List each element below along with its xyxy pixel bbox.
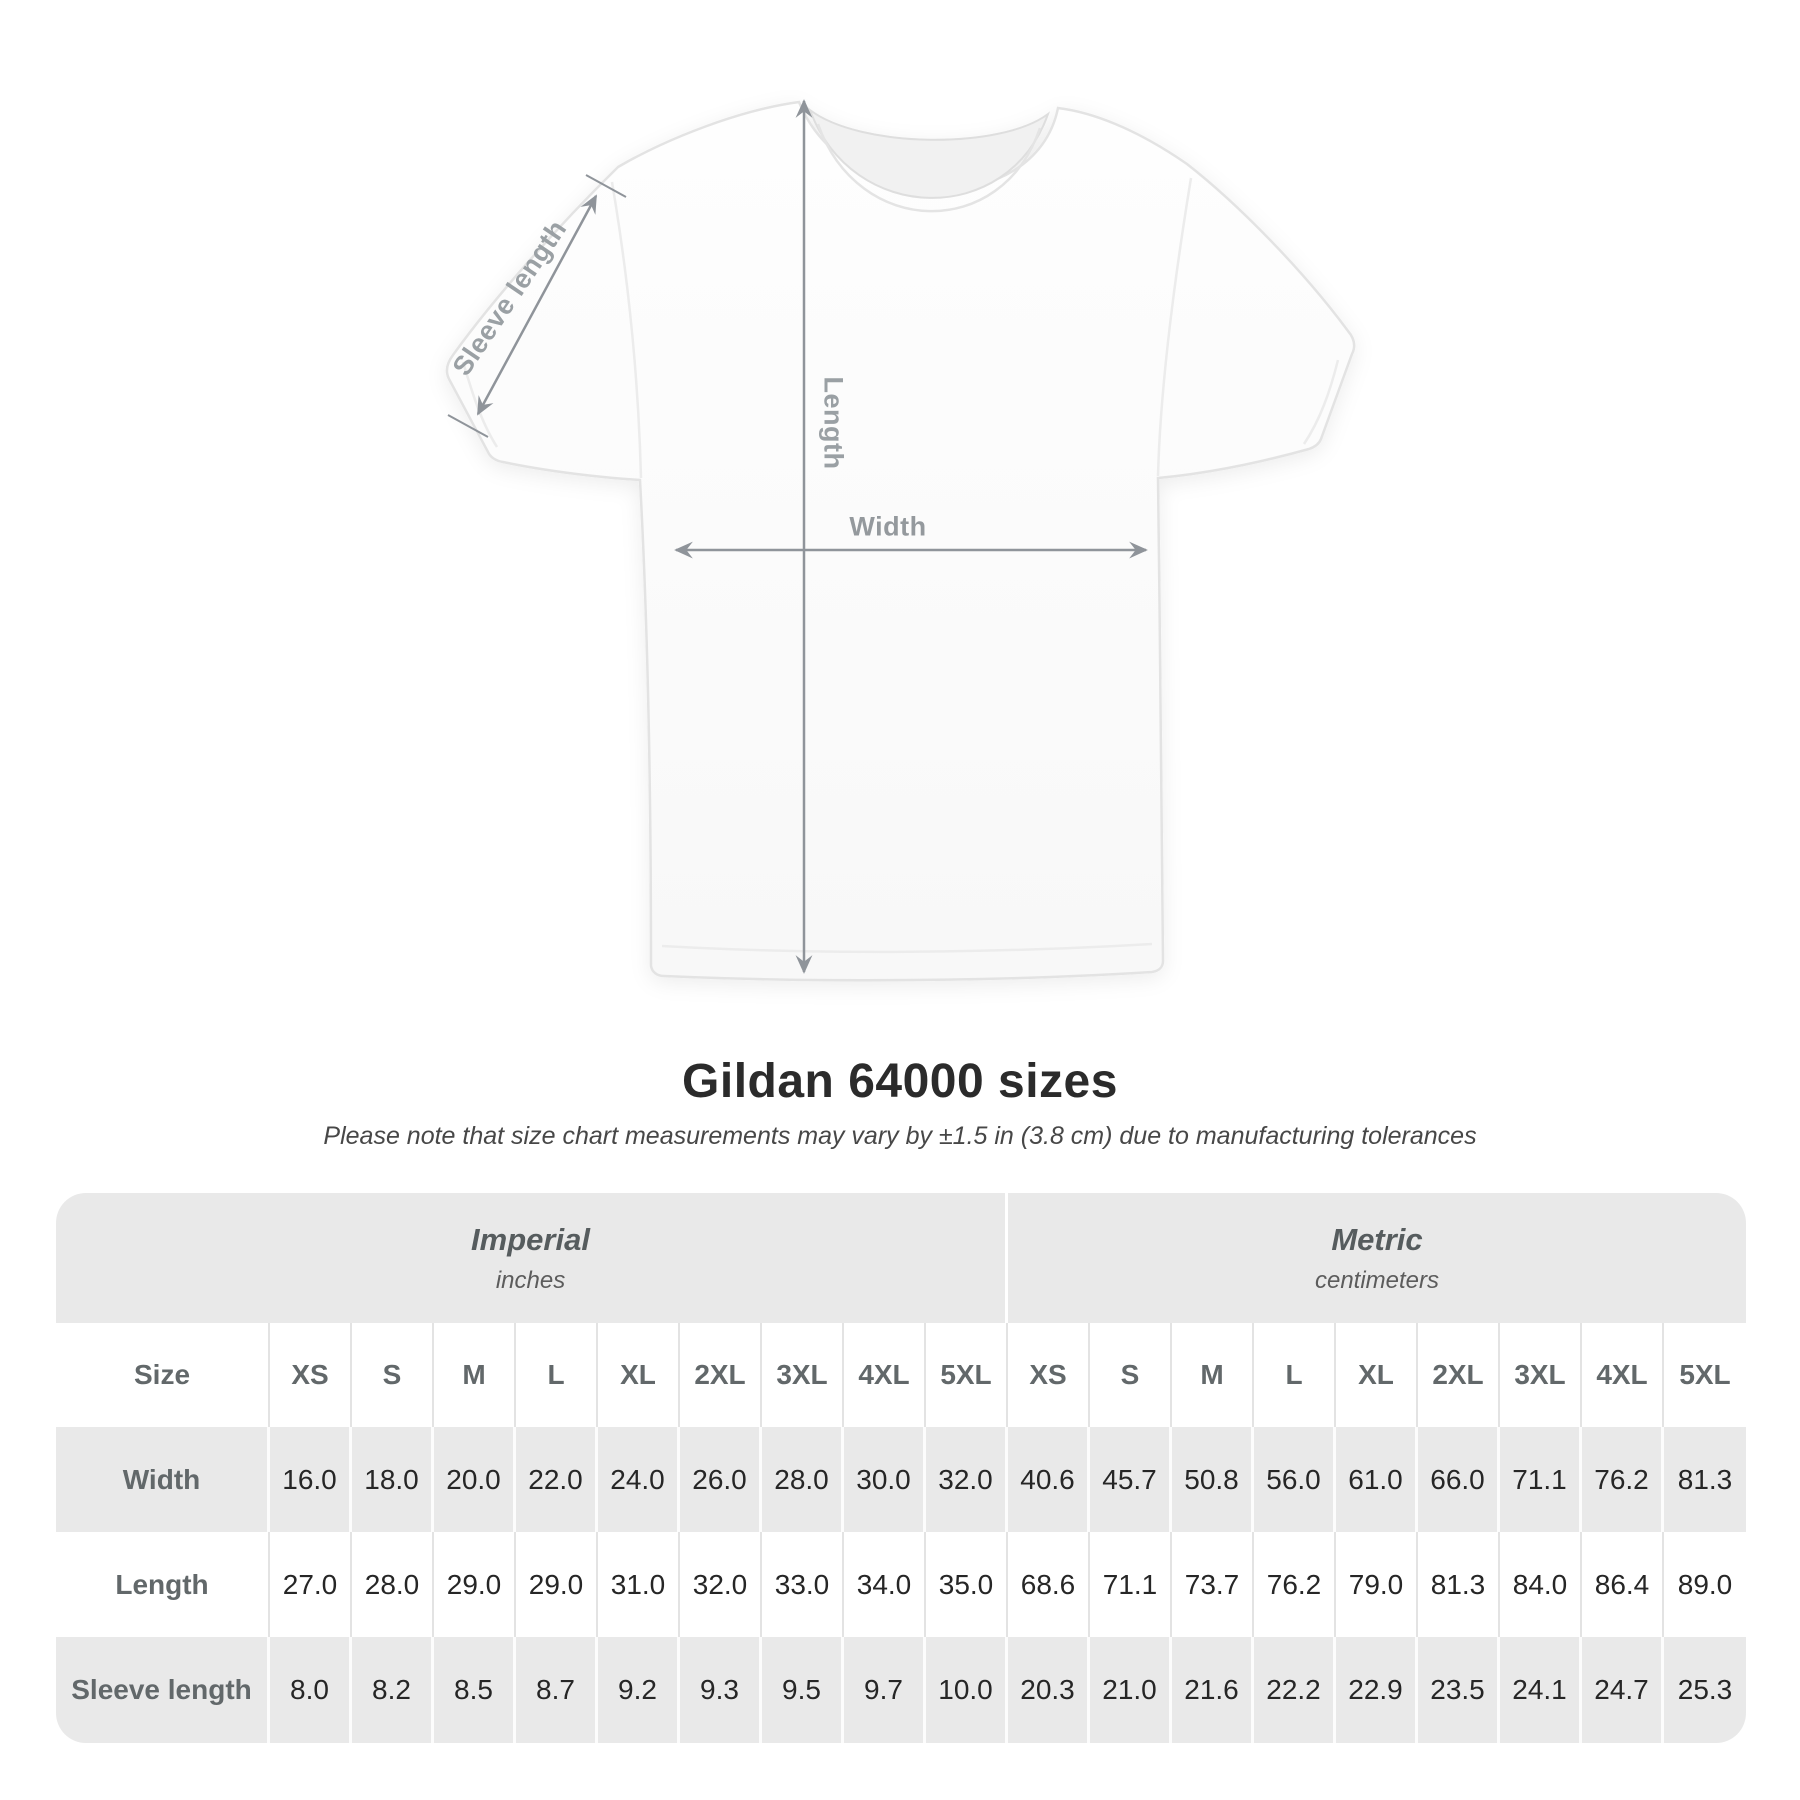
- value-length-metric-xs: 68.6: [1008, 1532, 1090, 1637]
- col-header-imperial-xl: XL: [598, 1323, 680, 1427]
- col-header-imperial-5xl: 5XL: [926, 1323, 1008, 1427]
- col-header-metric-m: M: [1172, 1323, 1254, 1427]
- col-header-metric-5xl: 5XL: [1664, 1323, 1746, 1427]
- value-width-imperial-xs: 16.0: [270, 1427, 352, 1532]
- value-width-imperial-m: 20.0: [434, 1427, 516, 1532]
- metric-section-header: [1008, 1193, 1746, 1323]
- value-width-imperial-4xl: 30.0: [844, 1427, 926, 1532]
- value-width-metric-5xl: 81.3: [1664, 1427, 1746, 1532]
- value-width-metric-s: 45.7: [1090, 1427, 1172, 1532]
- value-sleeve-length-imperial-xl: 9.2: [598, 1637, 680, 1743]
- value-length-imperial-2xl: 32.0: [680, 1532, 762, 1637]
- value-width-metric-2xl: 66.0: [1418, 1427, 1500, 1532]
- col-header-imperial-xs: XS: [270, 1323, 352, 1427]
- value-width-metric-m: 50.8: [1172, 1427, 1254, 1532]
- col-header-imperial-s: S: [352, 1323, 434, 1427]
- value-length-metric-2xl: 81.3: [1418, 1532, 1500, 1637]
- value-sleeve-length-metric-5xl: 25.3: [1664, 1637, 1746, 1743]
- value-length-metric-xl: 79.0: [1336, 1532, 1418, 1637]
- value-width-metric-xs: 40.6: [1008, 1427, 1090, 1532]
- length-label: Length: [818, 376, 849, 470]
- value-length-imperial-xs: 27.0: [270, 1532, 352, 1637]
- value-sleeve-length-metric-s: 21.0: [1090, 1637, 1172, 1743]
- metric-label: Metric: [1331, 1221, 1423, 1257]
- col-header-imperial-2xl: 2XL: [680, 1323, 762, 1427]
- col-header-imperial-3xl: 3XL: [762, 1323, 844, 1427]
- row-label-sleeve-length: Sleeve length: [56, 1637, 270, 1743]
- imperial-unit-label: inches: [495, 1266, 566, 1294]
- value-length-metric-4xl: 86.4: [1582, 1532, 1664, 1637]
- value-width-metric-4xl: 76.2: [1582, 1427, 1664, 1532]
- col-header-metric-2xl: 2XL: [1418, 1323, 1500, 1427]
- value-sleeve-length-imperial-l: 8.7: [516, 1637, 598, 1743]
- value-width-metric-xl: 61.0: [1336, 1427, 1418, 1532]
- value-width-imperial-l: 22.0: [516, 1427, 598, 1532]
- col-header-metric-xl: XL: [1336, 1323, 1418, 1427]
- value-sleeve-length-imperial-2xl: 9.3: [680, 1637, 762, 1743]
- metric-unit-label: centimeters: [1314, 1266, 1440, 1294]
- value-sleeve-length-imperial-3xl: 9.5: [762, 1637, 844, 1743]
- col-header-metric-3xl: 3XL: [1500, 1323, 1582, 1427]
- row-label-length: Length: [56, 1532, 270, 1637]
- value-length-imperial-4xl: 34.0: [844, 1532, 926, 1637]
- value-length-metric-s: 71.1: [1090, 1532, 1172, 1637]
- value-sleeve-length-metric-3xl: 24.1: [1500, 1637, 1582, 1743]
- value-width-imperial-3xl: 28.0: [762, 1427, 844, 1532]
- value-width-imperial-s: 18.0: [352, 1427, 434, 1532]
- value-width-metric-l: 56.0: [1254, 1427, 1336, 1532]
- sleeve-length-label: Sleeve length: [446, 214, 573, 381]
- col-header-metric-xs: XS: [1008, 1323, 1090, 1427]
- value-length-metric-3xl: 84.0: [1500, 1532, 1582, 1637]
- value-length-metric-m: 73.7: [1172, 1532, 1254, 1637]
- page-title: Gildan 64000 sizes: [682, 1055, 1118, 1108]
- imperial-label: Imperial: [471, 1221, 590, 1257]
- value-sleeve-length-imperial-m: 8.5: [434, 1637, 516, 1743]
- value-sleeve-length-metric-xl: 22.9: [1336, 1637, 1418, 1743]
- value-sleeve-length-metric-2xl: 23.5: [1418, 1637, 1500, 1743]
- imperial-section-header: [56, 1193, 1008, 1323]
- value-sleeve-length-metric-m: 21.6: [1172, 1637, 1254, 1743]
- value-sleeve-length-imperial-xs: 8.0: [270, 1637, 352, 1743]
- value-length-metric-l: 76.2: [1254, 1532, 1336, 1637]
- value-width-metric-3xl: 71.1: [1500, 1427, 1582, 1532]
- value-width-imperial-xl: 24.0: [598, 1427, 680, 1532]
- value-sleeve-length-metric-4xl: 24.7: [1582, 1637, 1664, 1743]
- value-length-imperial-m: 29.0: [434, 1532, 516, 1637]
- col-header-metric-l: L: [1254, 1323, 1336, 1427]
- value-width-imperial-5xl: 32.0: [926, 1427, 1008, 1532]
- value-sleeve-length-imperial-5xl: 10.0: [926, 1637, 1008, 1743]
- value-sleeve-length-metric-xs: 20.3: [1008, 1637, 1090, 1743]
- value-sleeve-length-metric-l: 22.2: [1254, 1637, 1336, 1743]
- value-length-imperial-5xl: 35.0: [926, 1532, 1008, 1637]
- value-length-imperial-l: 29.0: [516, 1532, 598, 1637]
- value-length-metric-5xl: 89.0: [1664, 1532, 1746, 1637]
- value-width-imperial-2xl: 26.0: [680, 1427, 762, 1532]
- col-header-metric-4xl: 4XL: [1582, 1323, 1664, 1427]
- col-header-imperial-4xl: 4XL: [844, 1323, 926, 1427]
- value-length-imperial-s: 28.0: [352, 1532, 434, 1637]
- col-header-size: Size: [56, 1323, 270, 1427]
- col-header-metric-s: S: [1090, 1323, 1172, 1427]
- col-header-imperial-l: L: [516, 1323, 598, 1427]
- value-length-imperial-3xl: 33.0: [762, 1532, 844, 1637]
- value-length-imperial-xl: 31.0: [598, 1532, 680, 1637]
- size-grid: [56, 1193, 1746, 1743]
- col-header-imperial-m: M: [434, 1323, 516, 1427]
- width-label: Width: [849, 511, 927, 542]
- value-sleeve-length-imperial-4xl: 9.7: [844, 1637, 926, 1743]
- tolerance-note: Please note that size chart measurements may vary by ±1.5 in (3.8 cm) due to manufacturing tolerances: [323, 1122, 1477, 1150]
- row-label-width: Width: [56, 1427, 270, 1532]
- value-sleeve-length-imperial-s: 8.2: [352, 1637, 434, 1743]
